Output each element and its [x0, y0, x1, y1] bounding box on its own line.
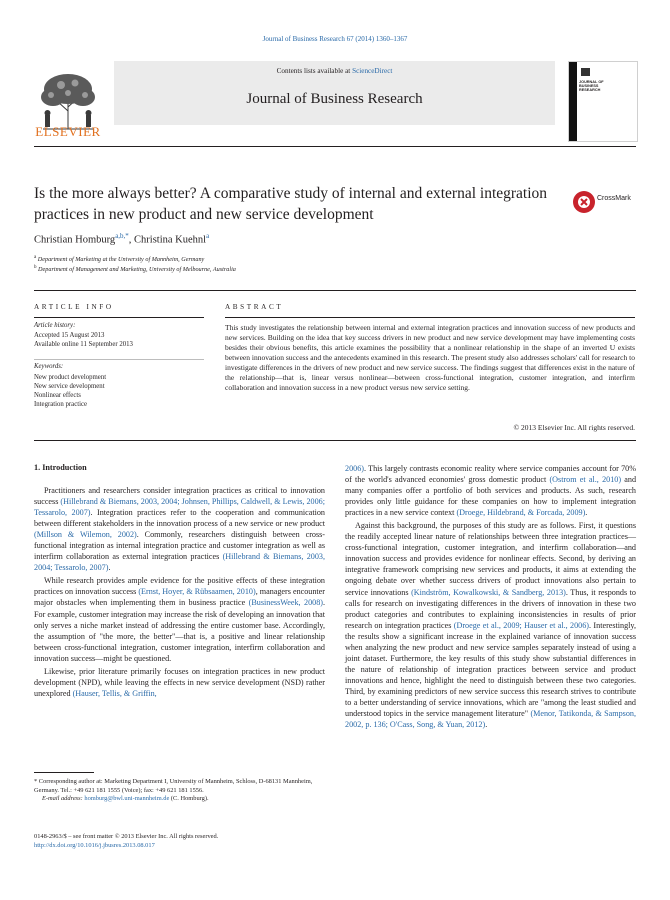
affiliation-text: Department of Management and Marketing, University of Melbourne, Australia: [38, 266, 236, 274]
journal-title[interactable]: Journal of Business Research: [246, 91, 423, 107]
article-title: Is the more always better? A comparative study of internal and external integration practices in new product and new service development: [34, 185, 548, 223]
author-name[interactable]: Christina Kuehnl: [134, 234, 207, 246]
front-matter: [34, 833, 218, 850]
history-item: Accepted 15 August 2013: [34, 332, 105, 339]
text-run: , managers encounter major obstacles when implementing them in business practice: [34, 587, 325, 608]
crossmark-label[interactable]: CrossMark: [597, 195, 631, 202]
doi-link[interactable]: http://dx.doi.org/10.1016/j.jbusres.2013.08.017: [34, 841, 155, 849]
cover-title: JOURNAL OF BUSINESS RESEARCH: [579, 80, 604, 93]
text-run: . Interestingly, the results show a significant increase in the explained variance of innovation success when analyzing the new product and new service samples separately instead of using a joint dataset. Furthermore, the key results of this study show substantial differences in the nature of relationship of integration practices between service and product innovations and hence, highlight the need to distinguish between these two categories. Third, by examining predictors of new service success this research strives to contribute to a better understanding of service innovations, which are "among the least studied and understood topics in the service management literature": [345, 620, 637, 719]
left-column: [34, 485, 325, 699]
history-label: Article history:: [34, 322, 76, 329]
citation-link[interactable]: (Droege et al., 2009; Hauser et al., 2006): [453, 620, 590, 630]
text-run: . For example, customer integration may increase the risk of developing an innovation that only serves a niche market instead of addressing the entire customer base. Accordingly, the assumption of "the more, the better"—that is, a positive and linear relationship between cross-functional integration, customer integration, interfirm collaboration and innovation success—might be questioned.: [34, 598, 325, 663]
keywords-label: Keywords:: [34, 363, 64, 370]
right-column: [345, 463, 636, 730]
cover-emblem: [581, 68, 590, 76]
article-info-rule: [34, 317, 204, 318]
keywords-rule: [34, 359, 204, 360]
sciencedirect-link[interactable]: ScienceDirect: [352, 67, 393, 75]
footnote-text: (C. Homburg).: [169, 795, 209, 803]
copyright-notice: © 2013 Elsevier Inc. All rights reserved.: [513, 423, 635, 432]
journal-header-box: [114, 61, 555, 125]
article-info-heading: ARTICLE INFO: [34, 303, 114, 311]
paragraph: [34, 485, 325, 573]
abstract-text: This study investigates the relationship between internal and external integration practices and innovation success of new products and new services. Building on the idea that key success drivers in new product and new service development may have implementing costs besides their obvious benefits, this article examines the possibility that a nonlinear relationship in the shape of an inverted U exists between innovation success and the antecedents examined in this research. The present study also addresses scholars' call for research to investigate differences in the drivers of new product and new service success. The findings suggest that differences exist in the nature of the relationship—that is, linear versus nonlinear—between cross-functional integration, customer integration, and interfirm collaboration and innovation success in a new product versus new service setting.: [225, 323, 635, 392]
abstract-bottom-rule: [34, 440, 636, 441]
citation-link[interactable]: (Ostrom et al., 2010): [549, 475, 622, 485]
history-item: Available online 11 September 2013: [34, 341, 133, 348]
text-run: Practitioners and researchers consider integration practices as critical to innovation success: [34, 486, 325, 507]
affiliation-mark: a: [34, 255, 37, 260]
citation-link[interactable]: (Hauser, Tellis, & Griffin,: [72, 688, 157, 698]
citation-link[interactable]: (Menor, Tatikonda, & Sampson, 2002, p. 136; O'Cass, Song, & Yuan, 2012): [345, 709, 636, 730]
paragraph: [345, 463, 636, 518]
text-run: . Thus, it responds to calls for research on investigating differences in the drivers of innovation in these two product categories and contributes to explaining inconsistencies in results of prior research on integration practices: [345, 587, 636, 630]
text-run: . This largely contrasts economic reality where service companies account for 70% of the world's advanced economies' gross domestic product: [345, 464, 636, 485]
title-divider: [34, 290, 636, 291]
author-name[interactable]: Christian Homburg: [34, 234, 116, 246]
issn-line: 0148-2963/$ – see front matter © 2013 Elsevier Inc. All rights reserved.: [34, 833, 219, 840]
author-list: [34, 232, 209, 246]
citation-link[interactable]: (Millson & Wilemon, 2002): [34, 530, 137, 540]
abstract-heading: ABSTRACT: [225, 303, 284, 311]
email-label: E-mail address:: [42, 795, 83, 803]
text-run: .: [585, 508, 588, 518]
contents-available-line: [114, 67, 555, 75]
text-run: While research provides ample evidence for the positive effects of these integration practices on innovation success: [34, 576, 325, 597]
affiliation: [34, 255, 204, 263]
keyword: Nonlinear effects: [34, 392, 81, 399]
elsevier-wordmark: ELSEVIER: [35, 124, 101, 139]
citation-link[interactable]: (Kindström, Kowalkowski, & Sandberg, 2013): [411, 587, 566, 597]
text-run: . Integration practices refer to the cooperation and communication between different stakeholders in the innovation process of a new service or new product: [34, 508, 325, 529]
citation-link[interactable]: (Hillebrand & Biemans, 2003, 2004; Johnsen, Phillips, Caldwell, & Lewis, 2006; Tessarolo, 2007): [34, 497, 326, 518]
paragraph: [345, 520, 636, 730]
citation-link[interactable]: (BusinessWeek, 2008): [248, 598, 323, 608]
text-run: . Commonly, researchers distinguish between cross-functional integration as internal integration practice and customer integration as well as interfirm collaboration as external integration practices: [34, 530, 325, 562]
citation-link[interactable]: (Droege, Hildebrand, & Forcada, 2009): [456, 508, 586, 518]
corresponding-author-footnote: [34, 778, 330, 804]
keyword: New product development: [34, 374, 107, 381]
citation-link[interactable]: 2006): [345, 464, 364, 473]
author-affiliation-mark[interactable]: a: [206, 232, 210, 240]
section-heading: 1. Introduction: [34, 463, 87, 472]
paragraph: [34, 666, 325, 699]
text-run: and many companies offer a portfolio of both services and products. As such, research provides only little guidance for these companies on how to implement integration practices in a new service context: [345, 475, 637, 518]
citation-link[interactable]: (Hillebrand & Biemans, 2003, 2004; Tessarolo, 2007): [34, 552, 325, 573]
keyword: New service development: [34, 383, 105, 390]
footnote-mark: *: [34, 778, 38, 785]
text-run: Against this background, the purposes of this study are as follows. First, it questions the readily accepted linear nature of relationships between three integration practices—cross-functional integration, customer integration, and interfirm collaboration—and innovation success and provides evidence for nonlinear effects. Second, by deriving an integrative framework comprising new services and products, it aims at extending the ongoing debate over whether success drivers of product innovations also pertain to service innovations: [345, 521, 636, 597]
header-divider: [34, 146, 636, 147]
footnote-rule: [34, 772, 94, 773]
abstract-rule: [225, 317, 635, 318]
contents-prefix: Contents lists available at: [276, 67, 353, 75]
affiliation-text: Department of Marketing at the University of Mannheim, Germany: [37, 256, 205, 264]
paragraph: [34, 575, 325, 663]
author-affiliation-mark[interactable]: a,b,*: [115, 232, 129, 240]
text-run: .: [485, 720, 488, 730]
text-run: Likewise, prior literature primarily focuses on integration practices in new product development (NPD), while leaving the effects in new service development (NSD) rather unexplored: [34, 666, 325, 698]
journal-cover-thumbnail[interactable]: [568, 61, 638, 142]
author-separator: ,: [128, 234, 135, 246]
affiliation-mark: b: [34, 265, 37, 270]
journal-citation[interactable]: Journal of Business Research 67 (2014) 1360–1367: [262, 35, 408, 43]
citation-link[interactable]: (Ernst, Hoyer, & Rübsaamen, 2010): [138, 587, 256, 597]
cover-spine: [569, 62, 577, 141]
keyword: Integration practice: [34, 401, 88, 408]
text-run: .: [108, 563, 111, 573]
email-link[interactable]: homburg@bwl.uni-mannheim.de: [84, 795, 170, 803]
affiliation: [34, 265, 236, 273]
footnote-text: Corresponding author at: Marketing Department I, University of Mannheim, Schloss, D-68131 Mannheim, Germany. Tel.: +49 621 181 1555 (Voice); fax: +49 621 181 1556.: [34, 778, 313, 794]
